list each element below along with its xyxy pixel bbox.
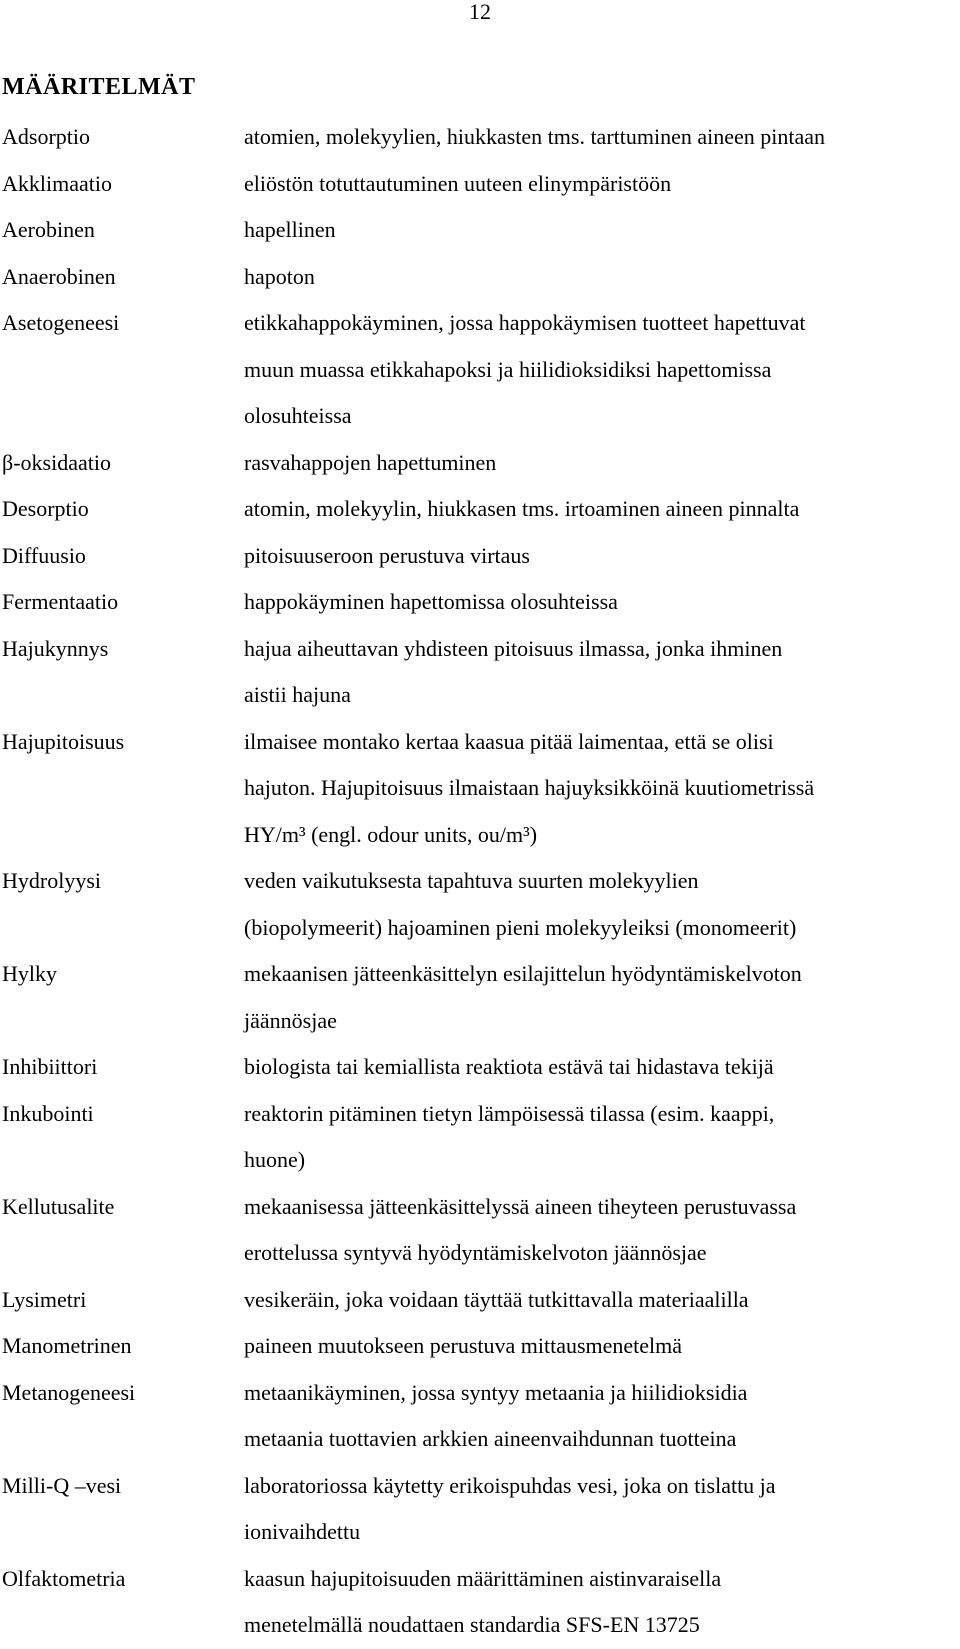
- definition-line: laboratoriossa käytetty erikoispuhdas vesi, joka on tislattu ja: [244, 1472, 776, 1498]
- definition-line: eliöstön totuttautuminen uuteen elinympäristöön: [244, 170, 672, 196]
- definition-term: Anaerobinen: [2, 263, 116, 289]
- section-heading: MÄÄRITELMÄT: [2, 74, 196, 100]
- definition-line: paineen muutokseen perustuva mittausmenetelmä: [244, 1333, 683, 1358]
- definition-text: [244, 858, 952, 951]
- definition-line: atomien, molekyylien, hiukkasten tms. tarttuminen aineen pintaan: [244, 124, 826, 149]
- definition-line: metaania tuottavien arkkien aineenvaihdunnan tuotteina: [244, 1426, 737, 1451]
- definition-text: [244, 626, 952, 719]
- definition-term: Hylky: [2, 961, 57, 986]
- definition-entry: [2, 114, 952, 161]
- definition-entry: [2, 1184, 952, 1277]
- definition-text: [244, 1370, 952, 1463]
- definition-term: Metanogeneesi: [2, 1379, 136, 1405]
- definition-line: aistii hajuna: [244, 682, 351, 707]
- definition-term: Diffuusio: [2, 542, 86, 568]
- definition-entry: [2, 1323, 952, 1370]
- definition-line: pitoisuuseroon perustuva virtaus: [244, 542, 530, 568]
- definition-term: Manometrinen: [2, 1333, 132, 1358]
- definition-term: Inhibiittori: [2, 1054, 98, 1079]
- definition-entry: [2, 254, 952, 301]
- definition-line: ilmaisee montako kertaa kaasua pitää laimentaa, että se olisi: [244, 728, 774, 754]
- definition-term: Adsorptio: [2, 124, 90, 149]
- definition-line: hapoton: [244, 263, 315, 289]
- definition-term: Kellutusalite: [2, 1193, 115, 1219]
- definition-line: (biopolymeerit) hajoaminen pieni molekyyleiksi (monomeerit): [244, 914, 797, 940]
- definition-line: jäännösjae: [244, 1007, 337, 1033]
- definition-term: Inkubointi: [2, 1100, 94, 1126]
- definition-text: [244, 533, 952, 580]
- definition-text: [244, 207, 952, 254]
- definition-term: Hajukynnys: [2, 635, 109, 661]
- definition-line: metaanikäyminen, jossa syntyy metaania ja hiilidioksidia: [244, 1379, 748, 1405]
- definition-term: Hajupitoisuus: [2, 728, 125, 754]
- definition-line: kaasun hajupitoisuuden määrittäminen aistinvaraisella: [244, 1565, 722, 1591]
- definition-text: [244, 440, 952, 487]
- definition-line: mekaanisessa jätteenkäsittelyssä aineen tiheyteen perustuvassa: [244, 1193, 797, 1219]
- definition-line: vesikeräin, joka voidaan täyttää tutkittavalla materiaalilla: [244, 1286, 749, 1312]
- definition-term: β-oksidaatio: [2, 449, 111, 475]
- definition-text: [244, 486, 952, 533]
- definition-text: [244, 1184, 952, 1277]
- definition-term: Lysimetri: [2, 1286, 87, 1312]
- definition-entry: [2, 440, 952, 487]
- definition-text: [244, 719, 952, 859]
- definition-text: [244, 1277, 952, 1324]
- definition-line: olosuhteissa: [244, 403, 352, 428]
- definition-line: happokäyminen hapettomissa olosuhteissa: [244, 589, 618, 614]
- definition-line: menetelmällä noudattaen standardia SFS-EN 13725: [244, 1612, 700, 1637]
- definition-line: hajuton. Hajupitoisuus ilmaistaan hajuyksikköinä kuutiometrissä: [244, 775, 815, 800]
- definition-entry: [2, 300, 952, 440]
- definition-text: [244, 161, 952, 208]
- definition-entry: [2, 579, 952, 626]
- page-number-text: 12: [469, 0, 491, 24]
- definition-text: [244, 300, 952, 440]
- definition-text: [244, 1091, 952, 1184]
- definition-text: [244, 1044, 952, 1091]
- definition-entry: [2, 951, 952, 1044]
- definition-term: Akklimaatio: [2, 170, 112, 196]
- definition-line: veden vaikutuksesta tapahtuva suurten molekyylien: [244, 868, 699, 893]
- definition-line: erottelussa syntyvä hyödyntämiskelvoton jäännösjae: [244, 1240, 707, 1265]
- definition-entry: [2, 207, 952, 254]
- definition-line: etikkahappokäyminen, jossa happokäymisen tuotteet hapettuvat: [244, 310, 806, 335]
- definition-text: [244, 254, 952, 301]
- definition-entry: [2, 486, 952, 533]
- definition-line: HY/m³ (engl. odour units, ou/m³): [244, 821, 538, 847]
- definition-term: Olfaktometria: [2, 1565, 126, 1591]
- definition-text: [244, 579, 952, 626]
- definition-text: [244, 951, 952, 1044]
- page-number: [0, 0, 960, 24]
- definition-text: [244, 1463, 952, 1556]
- definition-entry: [2, 719, 952, 859]
- definition-text: [244, 114, 952, 161]
- definition-line: hapellinen: [244, 217, 336, 242]
- definition-term: Asetogeneesi: [2, 310, 120, 335]
- definition-entry: [2, 1044, 952, 1091]
- definition-line: rasvahappojen hapettuminen: [244, 449, 497, 475]
- definition-entry: [2, 1277, 952, 1324]
- definition-line: reaktorin pitäminen tietyn lämpöisessä tilassa (esim. kaappi,: [244, 1100, 775, 1126]
- definition-entry: [2, 626, 952, 719]
- definition-line: biologista tai kemiallista reaktiota estävä tai hidastava tekijä: [244, 1054, 774, 1079]
- definition-term: Hydrolyysi: [2, 868, 101, 893]
- definition-entry: [2, 533, 952, 580]
- definition-line: huone): [244, 1147, 306, 1172]
- definition-entry: [2, 858, 952, 951]
- definition-line: mekaanisen jätteenkäsittelyn esilajittelun hyödyntämiskelvoton: [244, 961, 802, 986]
- definition-text: [244, 1556, 952, 1649]
- definition-line: atomin, molekyylin, hiukkasen tms. irtoaminen aineen pinnalta: [244, 496, 800, 521]
- definition-entry: [2, 1556, 952, 1649]
- definition-line: ionivaihdettu: [244, 1519, 361, 1544]
- definition-text: [244, 1323, 952, 1370]
- definition-line: hajua aiheuttavan yhdisteen pitoisuus ilmassa, jonka ihminen: [244, 635, 783, 661]
- definition-entry: [2, 1370, 952, 1463]
- definition-term: Fermentaatio: [2, 589, 119, 614]
- definition-entry: [2, 161, 952, 208]
- definition-entry: [2, 1463, 952, 1556]
- definition-entry: [2, 1091, 952, 1184]
- definition-term: Aerobinen: [2, 217, 95, 242]
- definition-term: Desorptio: [2, 496, 89, 521]
- definitions-list: [2, 114, 952, 1649]
- definition-term: Milli-Q –vesi: [2, 1472, 122, 1498]
- definition-line: muun muassa etikkahapoksi ja hiilidioksidiksi hapettomissa: [244, 356, 772, 382]
